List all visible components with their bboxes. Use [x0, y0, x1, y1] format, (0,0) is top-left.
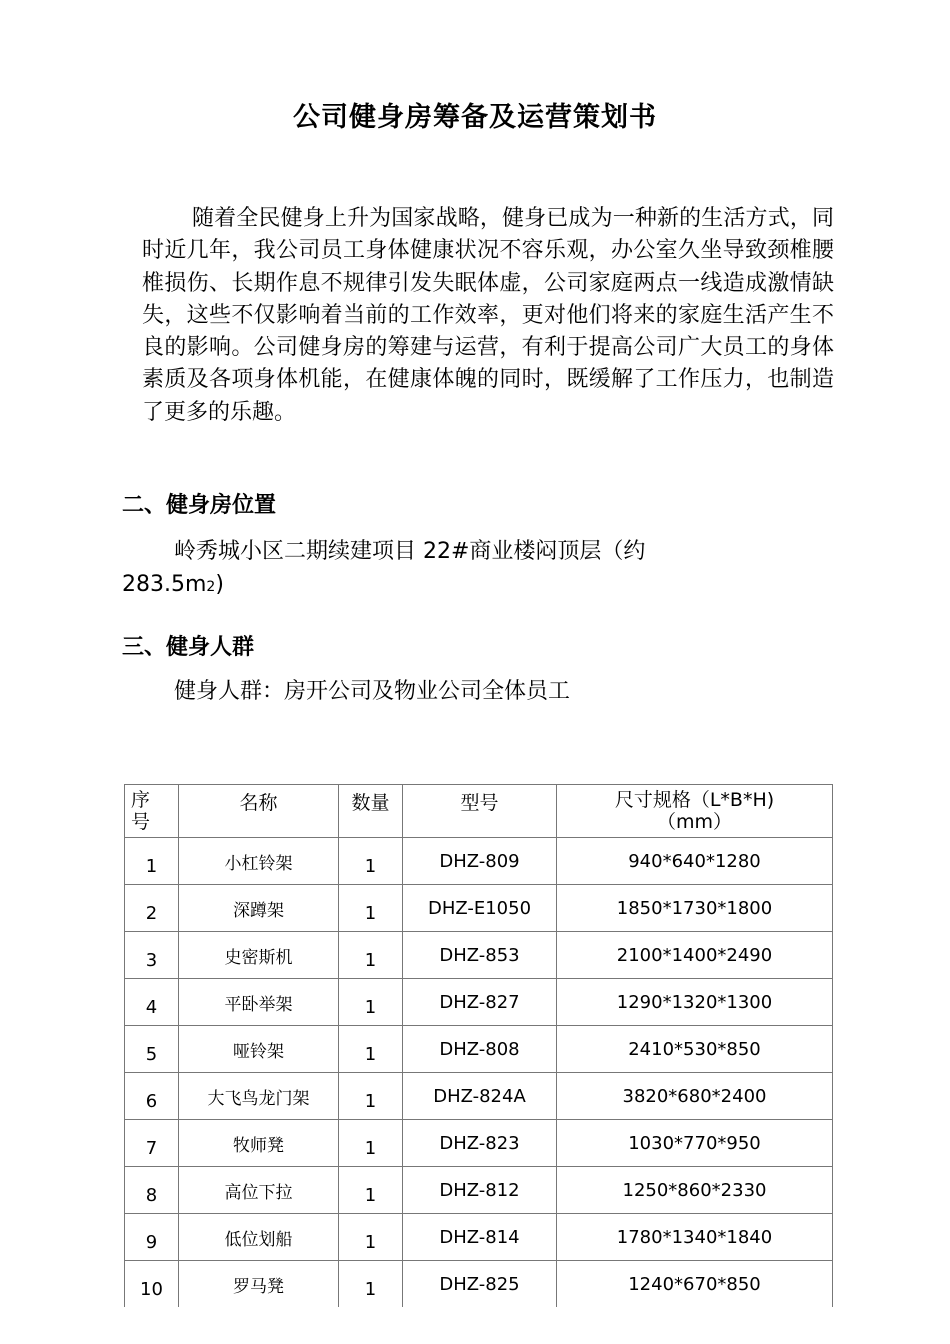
table-header-row — [125, 785, 833, 838]
cell-size: 940*640*1280 — [557, 838, 833, 885]
header-name: 名称 — [179, 785, 339, 838]
cell-qty: 1 — [339, 838, 403, 885]
table-row — [125, 932, 833, 979]
location-area-close: ) — [215, 572, 224, 597]
cell-model: DHZ-827 — [403, 979, 557, 1026]
intro-paragraph: 随着全民健身上升为国家战略，健身已成为一种新的生活方式，同时近几年，我公司员工身体健康状况不容乐观，办公室久坐导致颈椎腰椎损伤、长期作息不规律引发失眠体虚，公司家庭两点一线造成激情缺失，这些不仅影响着当前的工作效率，更对他们将来的家庭生活产生不良的影响。公司健身房的筹建与运营，有利于提高公司广大员工的身体素质及各项身体机能，在健康体魄的同时，既缓解了工作压力，也制造了更多的乐趣。 — [142, 206, 834, 425]
cell-size: 1850*1730*1800 — [557, 885, 833, 932]
table-row — [125, 979, 833, 1026]
cell-model: DHZ-809 — [403, 838, 557, 885]
table-row — [125, 1026, 833, 1073]
cell-size: 1250*860*2330 — [557, 1167, 833, 1214]
cell-seq: 4 — [125, 979, 179, 1026]
cell-name: 深蹲架 — [179, 885, 339, 932]
cell-model: DHZ-825 — [403, 1261, 557, 1308]
cell-seq: 7 — [125, 1120, 179, 1167]
cell-model: DHZ-E1050 — [403, 885, 557, 932]
header-size-line1: 尺寸规格（L*B*H) — [614, 789, 775, 811]
cell-qty: 1 — [339, 979, 403, 1026]
cell-qty: 1 — [339, 885, 403, 932]
cell-name: 哑铃架 — [179, 1026, 339, 1073]
table-row — [125, 885, 833, 932]
cell-size: 2410*530*850 — [557, 1026, 833, 1073]
section-heading-audience: 三、健身人群 — [122, 635, 255, 660]
cell-qty: 1 — [339, 1261, 403, 1308]
table-row — [125, 1120, 833, 1167]
table-row — [125, 1167, 833, 1214]
equipment-table-body — [125, 838, 833, 1308]
cell-name: 牧师凳 — [179, 1120, 339, 1167]
cell-qty: 1 — [339, 1026, 403, 1073]
cell-qty: 1 — [339, 932, 403, 979]
cell-qty: 1 — [339, 1214, 403, 1261]
cell-qty: 1 — [339, 1120, 403, 1167]
header-model: 型号 — [403, 785, 557, 838]
cell-size: 1240*670*850 — [557, 1261, 833, 1308]
location-area-value: 283.5 — [122, 572, 185, 597]
section-heading-location: 二、健身房位置 — [122, 493, 277, 518]
cell-size: 1290*1320*1300 — [557, 979, 833, 1026]
cell-model: DHZ-853 — [403, 932, 557, 979]
cell-name: 史密斯机 — [179, 932, 339, 979]
header-size-line2: （mm） — [656, 811, 733, 833]
cell-seq: 9 — [125, 1214, 179, 1261]
location-area-superscript: 2 — [206, 579, 216, 595]
header-qty: 数量 — [339, 785, 403, 838]
cell-name: 大飞鸟龙门架 — [179, 1073, 339, 1120]
cell-seq: 6 — [125, 1073, 179, 1120]
cell-qty: 1 — [339, 1073, 403, 1120]
cell-model: DHZ-808 — [403, 1026, 557, 1073]
location-area-unit: m — [184, 572, 207, 597]
cell-size: 1780*1340*1840 — [557, 1214, 833, 1261]
cell-model: DHZ-824A — [403, 1073, 557, 1120]
cell-name: 低位划船 — [179, 1214, 339, 1261]
cell-seq: 10 — [125, 1261, 179, 1308]
cell-seq: 8 — [125, 1167, 179, 1214]
location-text: 岭秀城小区二期续建项目 22#商业楼闷顶层（约 — [174, 539, 646, 564]
cell-seq: 2 — [125, 885, 179, 932]
location-area — [122, 572, 224, 597]
equipment-table — [124, 784, 833, 1307]
table-row — [125, 1214, 833, 1261]
cell-seq: 1 — [125, 838, 179, 885]
cell-seq: 5 — [125, 1026, 179, 1073]
cell-name: 小杠铃架 — [179, 838, 339, 885]
document-title: 公司健身房筹备及运营策划书 — [293, 102, 657, 133]
cell-size: 1030*770*950 — [557, 1120, 833, 1167]
header-size — [557, 785, 833, 838]
cell-size: 2100*1400*2490 — [557, 932, 833, 979]
cell-model: DHZ-814 — [403, 1214, 557, 1261]
cell-qty: 1 — [339, 1167, 403, 1214]
header-seq-line2: 号 — [131, 811, 151, 833]
table-row — [125, 838, 833, 885]
header-seq-line1: 序 — [131, 789, 151, 811]
cell-seq: 3 — [125, 932, 179, 979]
audience-text: 健身人群：房开公司及物业公司全体员工 — [174, 679, 571, 704]
table-row — [125, 1073, 833, 1120]
header-seq — [125, 785, 179, 838]
cell-name: 罗马凳 — [179, 1261, 339, 1308]
cell-size: 3820*680*2400 — [557, 1073, 833, 1120]
cell-name: 高位下拉 — [179, 1167, 339, 1214]
table-row — [125, 1261, 833, 1308]
cell-model: DHZ-823 — [403, 1120, 557, 1167]
cell-name: 平卧举架 — [179, 979, 339, 1026]
cell-model: DHZ-812 — [403, 1167, 557, 1214]
